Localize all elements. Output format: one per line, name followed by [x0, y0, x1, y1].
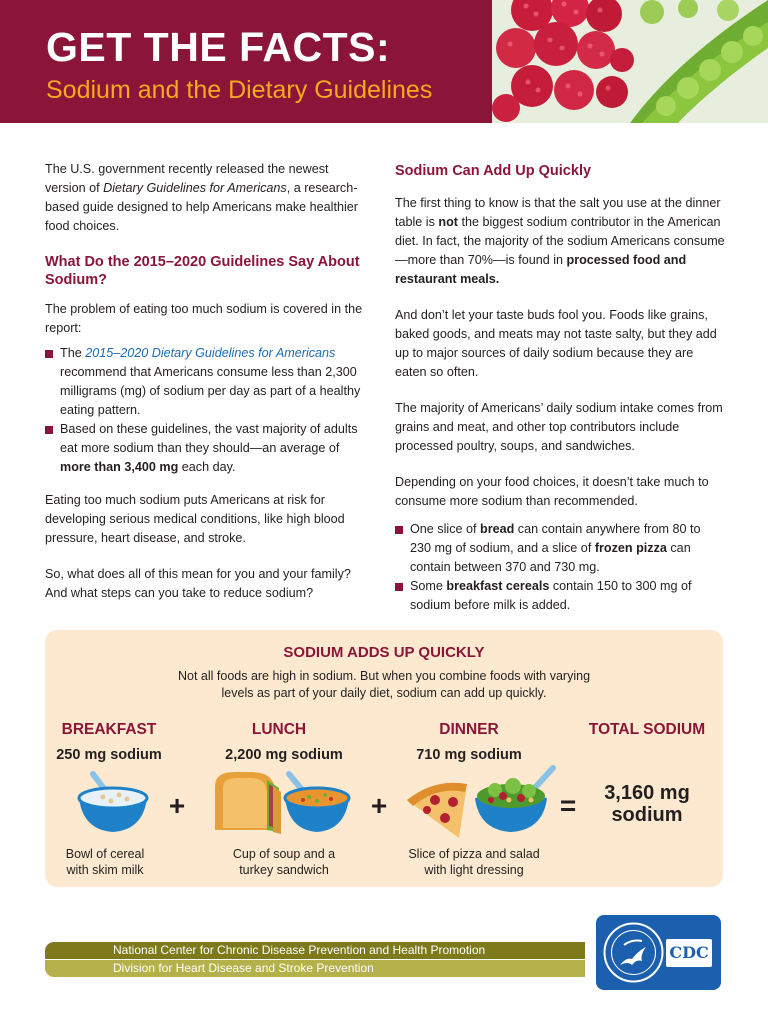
- equals-sign: =: [559, 790, 577, 821]
- total-sodium-label: TOTAL SODIUM: [588, 721, 706, 738]
- breakfast-label: BREAKFAST: [61, 721, 157, 738]
- page-title: GET THE FACTS:: [46, 24, 391, 70]
- guidelines-heading: What Do the 2015–2020 Guidelines Say About Sodium?: [45, 254, 360, 288]
- box-description: Not all foods are high in sodium. But when you combine foods with varying levels as part of your daily diet, sodium can add up quickly.: [177, 669, 591, 700]
- lunch-sodium: 2,200 mg sodium: [225, 747, 343, 763]
- total-sodium-value: 3,160 mg sodium: [604, 782, 690, 826]
- box-title: SODIUM ADDS UP QUICKLY: [283, 644, 485, 661]
- guidelines-title-italic: Dietary Guidelines for Americans: [103, 181, 287, 195]
- guidelines-link[interactable]: 2015–2020 Dietary Guidelines for Americans: [85, 346, 336, 360]
- dinner-label: DINNER: [439, 721, 499, 738]
- taste-paragraph: And don’t let your taste buds fool you. Foods like grains, baked goods, and meats may not taste salty, but they add up to major sources of daily sodium because they are eaten so often.: [395, 308, 717, 379]
- choices-paragraph: Depending on your food choices, it doesn’t take much to consume more sodium than recommended.: [395, 475, 709, 508]
- salt-paragraph: The first thing to know is that the salt you use at the dinner table is not the biggest sodium contributor in the American diet. In fact, the majority of the sodium Americans consume—more than 70%—is found in processed food and restaurant meals.: [395, 196, 725, 286]
- problem-paragraph: The problem of eating too much sodium is covered in the report:: [45, 302, 363, 335]
- dinner-caption: Slice of pizza and salad with light dressing: [408, 847, 540, 877]
- list-item: Some breakfast cereals contain 150 to 300 mg of sodium before milk is added.: [395, 577, 725, 615]
- footer-center-name: National Center for Chronic Disease Prevention and Health Promotion: [45, 942, 585, 959]
- list-item: The 2015–2020 Dietary Guidelines for Americans recommend that Americans consume less than 2,300 milligrams (mg) of sodium per day as part of a healthy eating pattern.: [45, 344, 365, 420]
- sandwich-icon: [211, 768, 283, 838]
- breakfast-sodium: 250 mg sodium: [56, 747, 162, 763]
- intro-paragraph: The U.S. government recently released the newest version of Dietary Guidelines for Americans, a research-based guide designed to help Americans make healthier food choices.: [45, 162, 358, 233]
- pizza-slice-icon: [405, 778, 475, 840]
- soup-bowl-icon: [281, 768, 353, 836]
- list-item: Based on these guidelines, the vast majority of adults eat more sodium than they should—an average of more than 3,400 mg each day.: [45, 420, 365, 477]
- sources-paragraph: The majority of Americans’ daily sodium intake comes from grains and meat, and other top contributors include processed poultry, soups, and sandwiches.: [395, 401, 723, 453]
- examples-bullet-list: [395, 520, 725, 615]
- page-subtitle: Sodium and the Dietary Guidelines: [46, 76, 433, 104]
- plus-sign: +: [168, 790, 186, 821]
- cdc-logo[interactable]: CDC: [666, 939, 712, 967]
- lunch-label: LUNCH: [251, 721, 307, 738]
- guidelines-bullet-list: [45, 344, 365, 477]
- question-paragraph: So, what does all of this mean for you and your family? And what steps can you take to reduce sodium?: [45, 567, 351, 600]
- left-column: [45, 160, 365, 620]
- hhs-seal-icon: [602, 921, 665, 984]
- salad-bowl-icon: [473, 764, 559, 836]
- cereal-bowl-icon: [73, 768, 153, 836]
- header-photo-raspberries-peas: [492, 0, 768, 123]
- breakfast-caption: Bowl of cereal with skim milk: [65, 847, 145, 877]
- plus-sign: +: [370, 790, 388, 821]
- add-up-heading: Sodium Can Add Up Quickly: [395, 163, 592, 179]
- right-column: [395, 160, 725, 629]
- header-banner: [0, 0, 768, 123]
- dinner-sodium: 710 mg sodium: [416, 747, 522, 763]
- footer-division-name: Division for Heart Disease and Stroke Prevention: [45, 960, 585, 977]
- lunch-caption: Cup of soup and a turkey sandwich: [232, 847, 336, 877]
- sodium-adds-up-box: [45, 630, 723, 887]
- risk-paragraph: Eating too much sodium puts Americans at risk for developing serious medical conditions, like high blood pressure, heart disease, and stroke.: [45, 493, 345, 545]
- list-item: One slice of bread can contain anywhere from 80 to 230 mg of sodium, and a slice of frozen pizza can contain between 370 and 730 mg.: [395, 520, 725, 577]
